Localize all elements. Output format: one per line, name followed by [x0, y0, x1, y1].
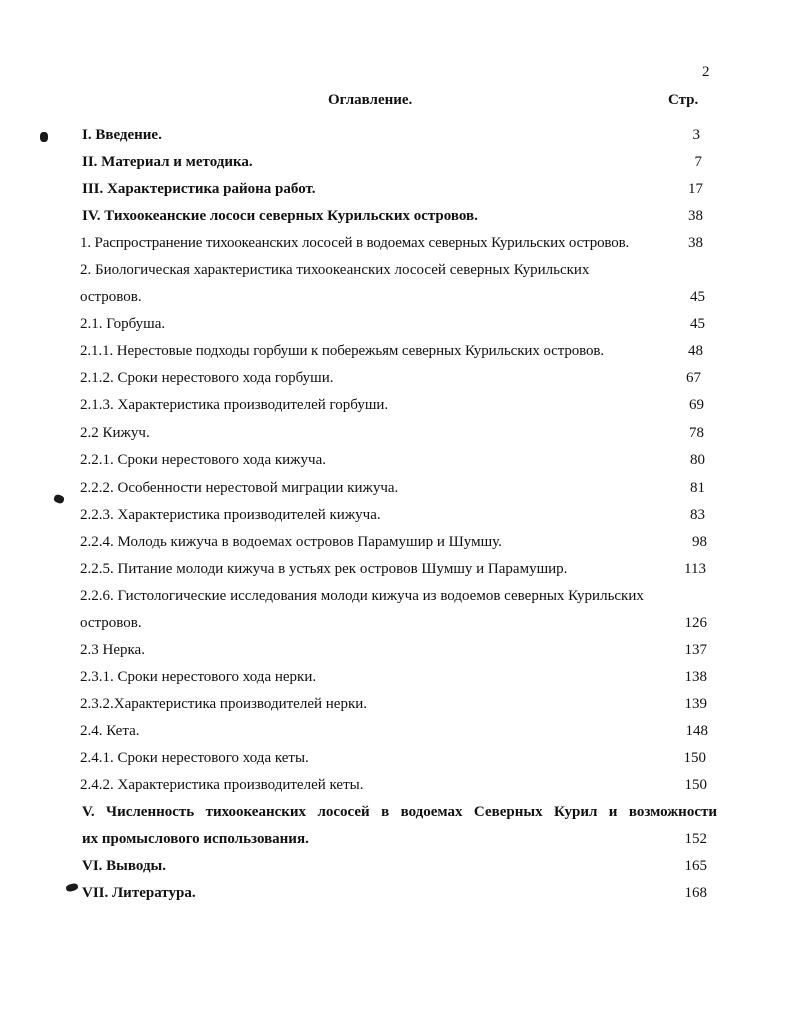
toc-entry-text: 2.2.2. Особенности нерестовой миграции кижуча. [80, 480, 399, 496]
toc-entry-page: 152 [684, 831, 707, 847]
toc-entry-text: 1. Распространение тихоокеанских лососей в водоемах северных Курильских островов. [80, 235, 630, 251]
toc-entry-text: 2.2 Кижуч. [80, 425, 150, 441]
toc-entry-page: 3 [692, 127, 700, 143]
toc-title: Оглавление. [328, 92, 413, 108]
toc-entry-text: 2.2.6. Гистологические исследования молоди кижуча из водоемов северных Курильских [80, 588, 644, 604]
toc-entry-page: 80 [690, 452, 705, 468]
toc-entry-page: 113 [684, 561, 706, 577]
toc-entry-page: 150 [683, 750, 706, 766]
toc-entry-text: V. Численность тихоокеанских лососей в водоемах Северных Курил и возможности [82, 804, 717, 820]
toc-entry-text: 2.2.1. Сроки нерестового хода кижуча. [80, 452, 326, 468]
toc-entry-page: 148 [685, 723, 708, 739]
toc-entry-text: VI. Выводы. [82, 858, 167, 874]
toc-entry-continuation: островов. [80, 289, 142, 305]
page-column-title: Стр. [668, 92, 699, 108]
toc-entry-text: 2.4.2. Характеристика производителей кеты. [80, 777, 364, 793]
ink-blot [65, 883, 78, 893]
toc-entry-text: 2.2.5. Питание молоди кижуча в устьях рек островов Шумшу и Парамушир. [80, 561, 568, 577]
toc-entry-page: 138 [684, 669, 707, 685]
toc-entry-page: 98 [692, 534, 707, 550]
toc-entry-text: VII. Литература. [82, 885, 196, 901]
toc-entry-text: III. Характеристика района работ. [82, 181, 316, 197]
toc-entry-text: 2.1.3. Характеристика производителей горбуши. [80, 397, 389, 413]
toc-entry-text: 2.1.1. Нерестовые подходы горбуши к побережьям северных Курильских островов. [80, 343, 605, 359]
toc-entry-page: 45 [690, 316, 705, 332]
toc-entry-page: 7 [694, 154, 702, 170]
toc-entry-page: 165 [684, 858, 707, 874]
toc-entry-page: 139 [684, 696, 707, 712]
toc-entry-continuation: их промыслового использования. [82, 831, 309, 847]
toc-entry-text: 2.3 Нерка. [80, 642, 145, 658]
toc-entry-text: 2.4. Кета. [80, 723, 140, 739]
toc-entry-page: 150 [684, 777, 707, 793]
ink-blot [53, 494, 65, 505]
toc-entry-page: 45 [690, 289, 705, 305]
toc-entry-text: 2.1. Горбуша. [80, 316, 166, 332]
toc-entry-text: 2.4.1. Сроки нерестового хода кеты. [80, 750, 309, 766]
toc-entry-continuation: островов. [80, 615, 142, 631]
toc-entry-text: 2.1.2. Сроки нерестового хода горбуши. [80, 370, 334, 386]
toc-entry-text: I. Введение. [82, 127, 162, 143]
ink-blot [40, 132, 48, 142]
toc-entry-text: 2.2.4. Молодь кижуча в водоемах островов Парамушир и Шумшу. [80, 534, 502, 550]
toc-entry-text: IV. Тихоокеанские лососи северных Курильских островов. [82, 208, 478, 224]
toc-entry-page: 17 [688, 181, 703, 197]
toc-entry-page: 69 [689, 397, 704, 413]
toc-entry-text: 2. Биологическая характеристика тихоокеанских лососей северных Курильских [80, 262, 590, 278]
toc-entry-text: 2.3.2.Характеристика производителей нерки. [80, 696, 368, 712]
toc-entry-text: II. Материал и методика. [82, 154, 253, 170]
toc-entry-page: 38 [688, 235, 703, 251]
toc-entry-page: 38 [688, 208, 703, 224]
toc-entry-page: 78 [689, 425, 704, 441]
toc-entry-page: 137 [684, 642, 707, 658]
toc-entry-page: 81 [690, 480, 705, 496]
toc-entry-page: 168 [684, 885, 707, 901]
toc-entry-text: 2.3.1. Сроки нерестового хода нерки. [80, 669, 317, 685]
toc-entry-page: 48 [688, 343, 703, 359]
page-number: 2 [702, 64, 710, 80]
toc-entry-page: 67 [686, 370, 701, 386]
toc-entry-page: 126 [684, 615, 707, 631]
toc-entry-text: 2.2.3. Характеристика производителей кижуча. [80, 507, 381, 523]
toc-entry-page: 83 [690, 507, 705, 523]
